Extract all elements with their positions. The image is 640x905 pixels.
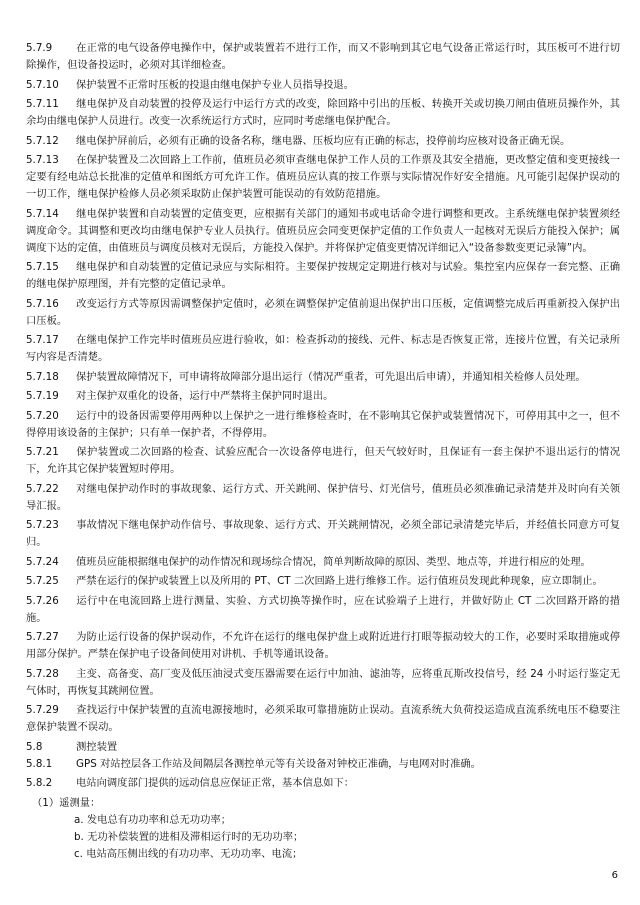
list-items: [26, 812, 620, 863]
paragraph: [26, 775, 620, 792]
paragraph-text: 继电保护和自动装置的定值记录应与实际相符。主要保护按规定定期进行核对与试验。集控室内应保存一套完整、正确的继电保护原理图，并有完整的定值记录单。: [26, 261, 620, 290]
paragraph-text: 保护装置故障情况下，可申请将故障部分退出运行（情况严重者，可先退出后申请），并通知相关检修人员处理。: [76, 370, 586, 383]
paragraph: [26, 259, 620, 293]
paragraph: [26, 296, 620, 330]
paragraph-text: 继电保护及自动装置的投停及运行中运行方式的改变，除回路中引出的压板、转换开关或切换刀闸由值班员操作外，其余均由继电保护人员进行。改变一次系统运行方式时，应同时考虑继电保护配合。: [26, 98, 620, 127]
paragraph-number: 5.7.15: [26, 261, 59, 273]
paragraph-number: 5.7.29: [26, 704, 59, 716]
paragraph-text: 继电保护屏前后，必须有正确的设备名称，继电器、压板均应有正确的标志，投停前均应核对设备正确无误。: [76, 134, 571, 147]
paragraph-number: 5.7.18: [26, 370, 59, 383]
paragraph-text: 对主保护双重化的设备，运行中严禁将主保护同时退出。: [76, 390, 334, 402]
paragraph-number: 5.7.11: [26, 98, 59, 110]
paragraph: [26, 152, 620, 203]
paragraph-number: 5.7.13: [26, 154, 59, 166]
paragraph: [26, 702, 620, 736]
page-number: 6: [611, 870, 618, 881]
paragraph-text: GPS 对站控层各工作站及间隔层各测控单元等有关设备对钟校正准确，与电网对时准确。: [76, 757, 481, 770]
list-item: c. 电站高压侧出线的有功功率、无功功率、电流；: [74, 847, 303, 860]
paragraph-text: 对继电保护动作时的事故现象、运行方式、开关跳闸、保护信号、灯光信号，值班员必须准确记录清楚并及时向有关领导汇报。: [26, 482, 620, 512]
paragraph-number: 5.7.20: [26, 409, 59, 422]
paragraph-text: 值班员应能根据继电保护的动作情况和现场综合情况，简单判断故障的原因、类型、地点等，并进行相应的处理。: [76, 555, 591, 568]
paragraph: [26, 40, 620, 74]
paragraph-text: 保护装置不正常时压板的投退由继电保护专业人员指导投退。: [76, 78, 355, 91]
section-number: 5.8: [26, 740, 43, 753]
paragraph-text: 运行中的设备因需要停用两种以上保护之一进行维修检查时，在不影响其它保护或装置情况下，可停用其中之一，但不得停用该设备的主保护；只有单一保护者，不得停用。: [26, 409, 620, 439]
paragraph: [26, 481, 620, 515]
paragraph: [26, 593, 620, 627]
paragraph-number: 5.7.12: [26, 134, 59, 147]
paragraph-number: 5.7.28: [26, 667, 59, 680]
section-title: 测控装置: [76, 740, 118, 753]
section-heading: [26, 739, 620, 756]
paragraph: [26, 444, 620, 478]
paragraph-number: 5.7.19: [26, 390, 59, 402]
paragraph-text: 查找运行中保护装置的直流电源接地时，必须采取可靠措施防止误动。直流系统大负荷投运造成直流系统电压不稳要注意保护装置不误动。: [26, 704, 620, 733]
paragraph-text: 严禁在运行的保护或装置上以及所用的 PT、CT 二次回路上进行维修工作。运行值班员发现此种现象，应立即制止。: [76, 575, 603, 587]
list-item: a. 发电总有功功率和总无功功率；: [74, 813, 232, 826]
list-item: b. 无功补偿装置的进相及滞相运行时的无功功率；: [74, 830, 304, 843]
paragraph-text: 在保护装置及二次回路上工作前，值班员必须审查继电保护工作人员的工作票及其安全措施，更改整定值和变更接线一定要有经电站总长批准的定值单和图纸方可允许工作。值班员应认真的按工作票与实际情况作好安全措施。凡可能引起保护误动的一切工作，继电保护检修人员必须采取防止保护装置可能误动的有效防范措施。: [26, 154, 620, 200]
paragraph: [26, 756, 620, 773]
paragraph-text: 为防止运行设备的保护误动作，不允许在运行的继电保护盘上或附近进行打眼等振动较大的工作，必要时采取措施或停用部分保护。严禁在保护电子设备间使用对讲机、手机等通讯设备。: [26, 631, 620, 660]
paragraph-number: 5.7.21: [26, 446, 59, 458]
paragraph-number: 5.7.9: [26, 42, 53, 54]
paragraph-text: 继电保护装置和自动装置的定值变更，应根据有关部门的通知书或电话命令进行调整和更改。主系统继电保护装置须经调度命令。其调整和更改均由继电保护专业人员执行。值班员应会同变更保护定值的工作负责人一起核对无误后方能投入保护；属调度下达的定值，由值班员与调度员核对无误后，方能投入保护。并将保护定值变更情况详细记入“设备参数变更记录簿”内。: [26, 207, 620, 254]
paragraph-number: 5.7.24: [26, 555, 59, 568]
paragraph-number: 5.7.27: [26, 631, 59, 643]
paragraph: [26, 408, 620, 442]
paragraph: [26, 629, 620, 663]
paragraph-number: 5.7.23: [26, 519, 59, 531]
paragraph-number: 5.7.10: [26, 78, 59, 91]
paragraph: [26, 517, 620, 551]
paragraph-number: 5.7.22: [26, 482, 59, 495]
paragraph: [26, 573, 620, 590]
paragraph-list: [26, 40, 620, 736]
paragraph: [26, 206, 620, 257]
paragraph: [26, 332, 620, 366]
paragraph-text: 改变运行方式等原因需调整保护定值时，必须在调整保护定值前退出保护出口压板，定值调整完成后再重新投入保护出口压板。: [26, 297, 620, 327]
paragraph: [26, 96, 620, 130]
paragraph-text: 保护装置或二次回路的检查、试验应配合一次设备停电进行，但天气较好时，且保证有一套主保护不退出运行的情况下，允许其它保护装置短时停用。: [26, 446, 620, 475]
paragraph-number: 5.8.1: [26, 757, 53, 770]
paragraph-number: 5.7.25: [26, 575, 59, 587]
sub-paragraph-list: [26, 756, 620, 793]
paragraph: [26, 666, 620, 700]
paragraph-text: 在继电保护工作完毕时值班员应进行验收，如：检查拆动的接线、元件、标志是否恢复正常，连接片位置，有关记录所写内容是否清楚。: [26, 334, 620, 363]
paragraph-text: 电站向调度部门提供的远动信息应保证正常，基本信息如下：: [76, 777, 355, 789]
paragraph-text: 主变、高备变、高厂变及低压油浸式变压器需要在运行中加油、滤油等，应将重瓦斯改投信号，经 24 小时运行鉴定无气体时，再恢复其跳闸位置。: [26, 667, 620, 697]
paragraph-number: 5.7.26: [26, 594, 59, 607]
paragraph: [26, 77, 620, 94]
paragraph-text: 运行中在电流回路上进行测量、实验、方式切换等操作时，应在试验端子上进行，并做好防止 CT 二次回路开路的措施。: [26, 594, 620, 624]
paragraph: [26, 388, 620, 405]
paragraph-number: 5.8.2: [26, 777, 53, 789]
paragraph-number: 5.7.16: [26, 297, 59, 310]
paragraph-text: 事故情况下继电保护动作信号、事故现象、运行方式、开关跳闸情况，必须全部记录清楚完毕后，并经值长同意方可复归。: [26, 519, 620, 548]
document-body: [26, 40, 620, 863]
paragraph: [26, 369, 620, 386]
paragraph-text: 在正常的电气设备停电操作中，保护或装置若不进行工作，而又不影响到其它电气设备正常运行时，其压板可不进行切除操作，但设备投运时，必须对其详细检查。: [26, 42, 620, 71]
paragraph: [26, 133, 620, 150]
list-heading: （1）遥测量：: [32, 796, 101, 809]
paragraph-number: 5.7.17: [26, 334, 59, 346]
paragraph-number: 5.7.14: [26, 207, 59, 220]
paragraph: [26, 554, 620, 571]
